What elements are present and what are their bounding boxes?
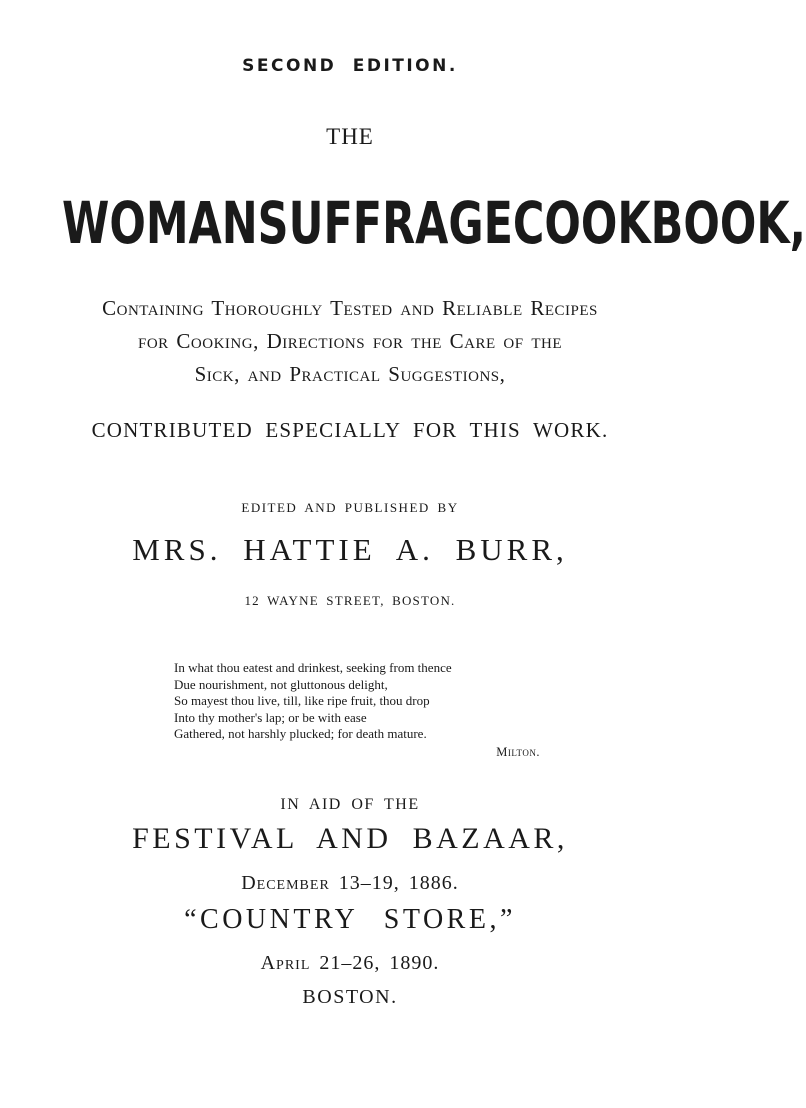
subtitle-line-3: Sick, and Practical Suggestions,: [194, 362, 506, 386]
subtitle-line-1: Containing Thoroughly Tested and Reliable Recipes: [102, 296, 598, 320]
epigraph-poem: [174, 660, 554, 743]
poem-line: So mayest thou live, till, like ripe fruit, thou drop: [174, 693, 430, 709]
poem-line: Into thy mother's lap; or be with ease: [174, 709, 367, 725]
event-dates: December 13–19, 1886.: [241, 872, 459, 894]
poem-attribution: Milton.: [496, 745, 540, 759]
subtitle-line-2: for Cooking, Directions for the Care of the: [137, 329, 563, 353]
event-name: FESTIVAL AND BAZAAR,: [132, 822, 568, 855]
title-word-3: COOK: [512, 189, 651, 257]
in-aid-line: IN AID OF THE: [280, 796, 420, 813]
poem-line: Gathered, not harshly plucked; for death mature.: [174, 726, 427, 742]
editor-name: MRS. HATTIE A. BURR,: [132, 532, 568, 567]
title-word-4: BOOK,: [650, 189, 806, 257]
book-title: [62, 188, 806, 258]
contributed-line: CONTRIBUTED ESPECIALLY FOR THIS WORK.: [91, 418, 609, 442]
edition-line: SECOND EDITION.: [242, 56, 458, 76]
title-word-1: WOMAN: [62, 189, 258, 257]
title-word-2: SUFFRAGE: [257, 189, 513, 257]
edited-by-line: EDITED AND PUBLISHED BY: [241, 500, 459, 515]
editor-address: 12 WAYNE STREET, BOSTON.: [244, 593, 456, 608]
poem-line: In what thou eatest and drinkest, seeking from thence: [174, 660, 452, 675]
store-dates: April 21–26, 1890.: [260, 952, 440, 974]
store-name: “COUNTRY STORE,”: [184, 904, 516, 935]
city-line: BOSTON.: [302, 986, 398, 1008]
title-article: THE: [326, 124, 374, 149]
poem-line: Due nourishment, not gluttonous delight,: [174, 676, 388, 692]
